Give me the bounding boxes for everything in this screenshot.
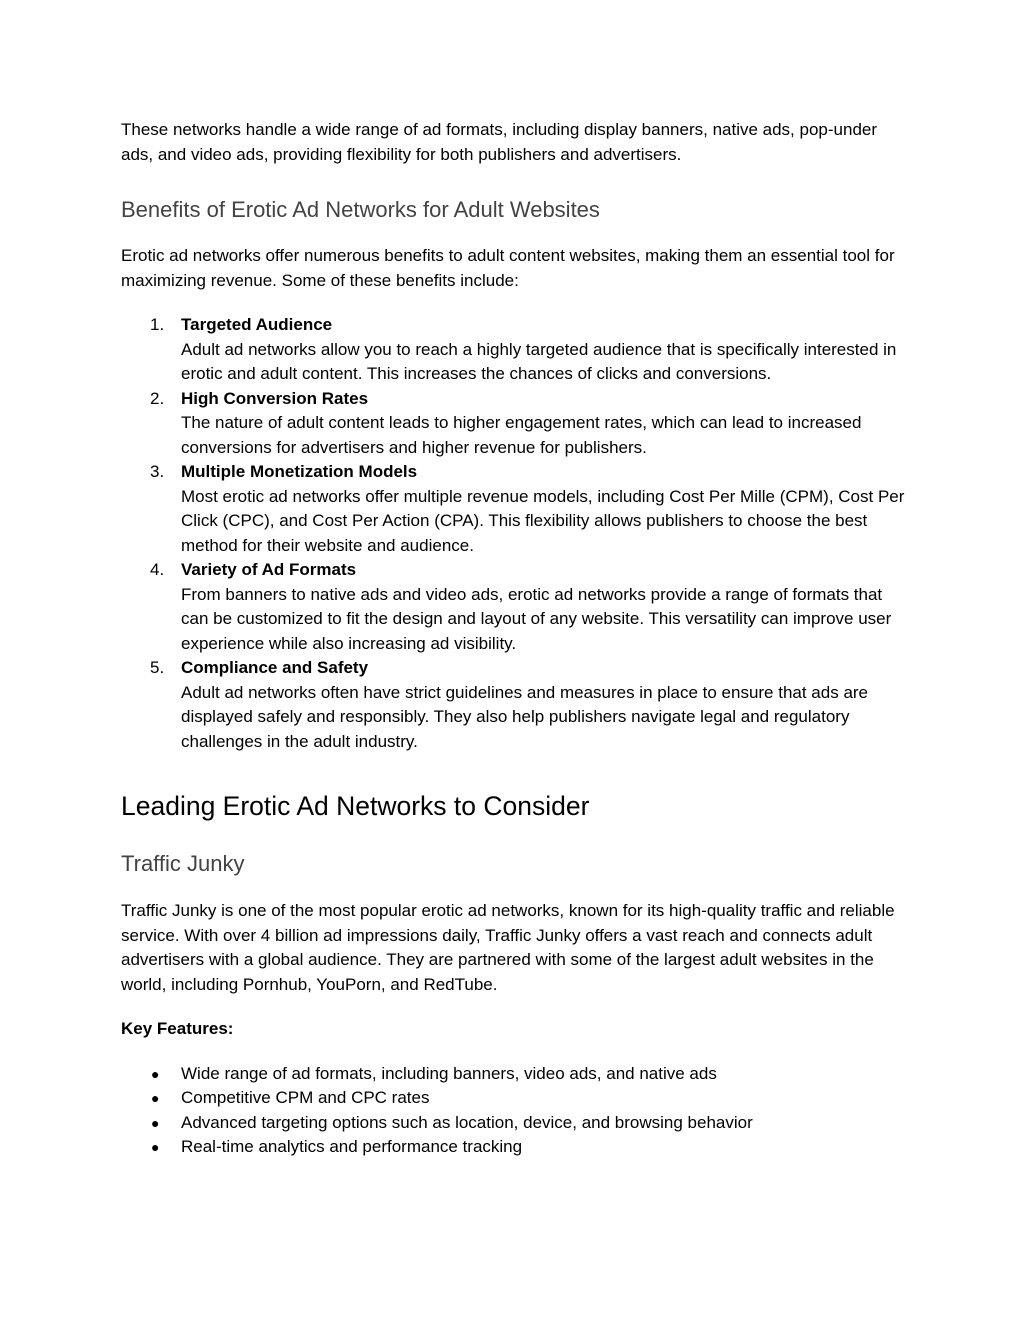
list-number: 3. [150,462,165,481]
list-number: 5. [150,658,165,677]
list-item-title: Variety of Ad Formats [181,560,357,579]
list-number: 2. [150,388,165,408]
list-item [121,1062,911,1087]
features-list [121,1062,911,1160]
list-item-text: The nature of adult content leads to higher engagement rates, which can lead to increased conversions for advertisers and higher revenue for publishers. [181,413,862,457]
feature-text: Wide range of ad formats, including banners, video ads, and native ads [181,1063,717,1083]
benefits-heading: Benefits of Erotic Ad Networks for Adult Websites [121,197,600,222]
list-item-title: High Conversion Rates [181,388,369,408]
list-item [121,313,911,387]
bullet-icon: ● [151,1090,160,1106]
leading-networks-heading: Leading Erotic Ad Networks to Consider [121,791,590,821]
list-item-text: Adult ad networks allow you to reach a highly targeted audience that is specifically interested in erotic and adult content. This increases the chances of clicks and conversions. [181,339,897,383]
list-number: 1. [150,315,165,334]
list-item-text: Adult ad networks often have strict guidelines and measures in place to ensure that ads are displayed safely and responsibly. They also help publishers navigate legal and regulatory challenges in the adult industry. [181,682,869,751]
feature-text: Real-time analytics and performance tracking [181,1137,523,1156]
list-item [121,1135,911,1160]
bullet-icon: ● [151,1114,160,1131]
list-item [121,558,911,656]
list-item [121,656,911,754]
list-item [121,1086,911,1111]
feature-text: Competitive CPM and CPC rates [181,1088,430,1107]
list-item [121,1111,911,1136]
list-item-title: Compliance and Safety [181,658,369,677]
traffic-junky-description: Traffic Junky is one of the most popular erotic ad networks, known for its high-quality traffic and reliable service. With over 4 billion ad impressions daily, Traffic Junky offers a vast reach and connects adult advertisers with a global audience. They are partnered with some of the largest adult websites in the world, including Pornhub, YouPorn, and RedTube. [121,901,895,994]
traffic-junky-heading: Traffic Junky [121,851,245,876]
bullet-icon: ● [151,1065,160,1082]
list-item-text: From banners to native ads and video ads, erotic ad networks provide a range of formats that can be customized to fit the design and layout of any website. This versatility can improve user experience while also increasing ad visibility. [181,584,892,653]
list-item-text: Most erotic ad networks offer multiple revenue models, including Cost Per Mille (CPM), Cost Per Click (CPC), and Cost Per Action (CPA). This flexibility allows publishers to choose the best method for their website and audience. [181,486,905,555]
bullet-icon: ● [151,1139,160,1155]
intro-paragraph: These networks handle a wide range of ad formats, including display banners, native ads, pop-under ads, and video ads, providing flexibility for both publishers and advertisers. [121,120,878,164]
feature-text: Advanced targeting options such as location, device, and browsing behavior [181,1112,753,1132]
list-item-title: Targeted Audience [181,315,333,334]
list-item [121,387,911,461]
list-item [121,460,911,558]
list-item-title: Multiple Monetization Models [181,462,418,481]
list-number: 4. [150,560,165,579]
key-features-label: Key Features: [121,1019,234,1038]
benefits-lead-paragraph: Erotic ad networks offer numerous benefits to adult content websites, making them an essential tool for maximizing revenue. Some of these benefits include: [121,246,895,290]
benefits-list [121,313,911,754]
document-page [121,118,911,1160]
